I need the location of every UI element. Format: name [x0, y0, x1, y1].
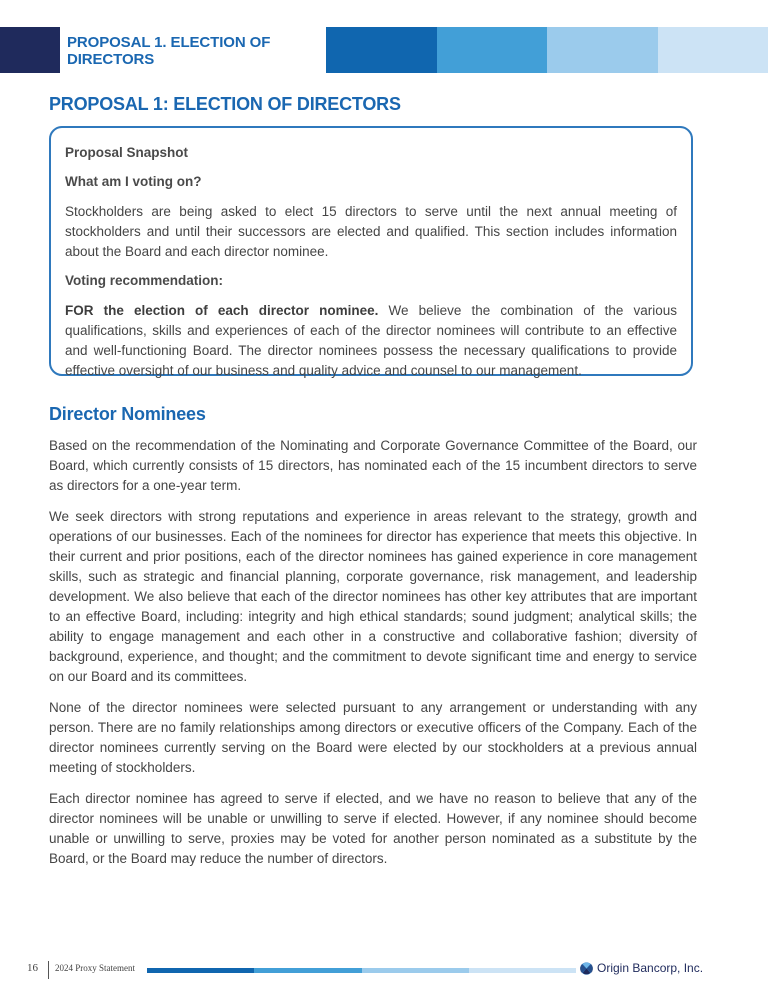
page-number: 16	[27, 962, 38, 974]
footer-color-bars	[147, 968, 576, 973]
header-bar-1	[326, 27, 437, 73]
header-bar-4	[658, 27, 768, 73]
snapshot-recommendation-label: Voting recommendation:	[65, 273, 224, 288]
document-name: 2024 Proxy Statement	[55, 963, 135, 973]
footer-bar-3	[362, 968, 469, 973]
snapshot-title: Proposal Snapshot	[65, 145, 189, 160]
section-title-director-nominees: Director Nominees	[49, 404, 206, 424]
snapshot-question-body: Stockholders are being asked to elect 15 directors to serve until the next annual meeting of stockholders and until their successors are elected and qualified. This section includes information about the Board and each director nominee.	[65, 204, 677, 259]
director-nominees-body	[49, 436, 697, 880]
snapshot-recommendation	[65, 301, 677, 381]
header-color-bars	[326, 27, 768, 73]
company-name: Origin Bancorp, Inc.	[597, 961, 704, 975]
page-title: PROPOSAL 1: ELECTION OF DIRECTORS	[49, 94, 401, 114]
header-color-block	[0, 27, 60, 73]
recommendation-bold: FOR the election of each director nominee.	[65, 303, 379, 318]
footer-divider	[48, 961, 49, 979]
company-logo	[580, 961, 703, 975]
paragraph: Each director nominee has agreed to serve if elected, and we have no reason to believe that any of the director nominees will be unable or unwilling to serve if elected. However, if any nominee should become unable or unwilling to serve, proxies may be voted for another person nominated as a substitute by the Board, or the Board may reduce the number of directors.	[49, 791, 697, 866]
paragraph: None of the director nominees were selected pursuant to any arrangement or understanding with any person. There are no family relationships among directors or executive officers of the Company. Each of the director nominees currently serving on the Board were elected by our stockholders at a previous annual meeting of stockholders.	[49, 700, 697, 775]
snapshot-question: What am I voting on?	[65, 174, 202, 189]
header-bar-2	[437, 27, 548, 73]
footer-bar-1	[147, 968, 254, 973]
footer-bar-4	[469, 968, 576, 973]
paragraph: We seek directors with strong reputations and experience in areas relevant to the strategy, growth and operations of our businesses. Each of the nominees for director has experience that meets this objective. In their current and prior positions, each of the director nominees has gained experience in core management skills, such as strategic and financial planning, corporate governance, risk management, and leadership development. We also believe that each of the director nominees has other key attributes that are important to an effective Board, including: integrity and high ethical standards; sound judgment; analytical skills; the ability to engage management and each other in a constructive and collaborative fashion; diversity of background, experience, and thought; and the commitment to devote significant time and energy to service on our Board and its committees.	[49, 509, 697, 684]
origin-logo-icon	[580, 962, 593, 975]
proposal-snapshot-box	[49, 126, 693, 376]
recommendation-body: We believe the combination of the various qualifications, skills and experiences of each of the director nominees will contribute to an effective and well-functioning Board. The director nominees possess the necessary qualifications to provide effective oversight of our business and quality advice and counsel to our management.	[65, 303, 677, 378]
header-section-label: PROPOSAL 1. ELECTION OF DIRECTORS	[67, 34, 271, 68]
footer-bar-2	[254, 968, 361, 973]
header-bar-3	[547, 27, 658, 73]
paragraph: Based on the recommendation of the Nominating and Corporate Governance Committee of the Board, our Board, which currently consists of 15 directors, has nominated each of the 15 incumbent directors to serve as directors for a one-year term.	[49, 438, 697, 493]
